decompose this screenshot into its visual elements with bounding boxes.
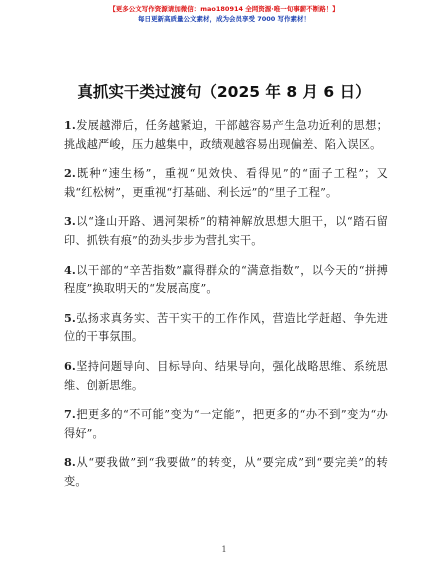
item-text: 坚持问题导向、目标导向、结果导向，强化战略思维、系统思维、创新思维。 — [64, 359, 388, 392]
item-number: 7. — [64, 407, 76, 422]
item-text: 弘扬求真务实、苦干实干的工作作风，营造比学赶超、争先进位的干事氛围。 — [64, 311, 388, 344]
page-number: 1 — [221, 545, 227, 554]
list-item — [64, 405, 388, 443]
item-text: 发展越滞后，任务越紧迫，干部越容易产生急功近利的思想；挑战越严峻，压力越集中，政绩观越容易出现偏差、陷入误区。 — [64, 119, 388, 151]
item-text: 把更多的“不可能”变为“一定能”，把更多的“办不到”变为“办得好”。 — [64, 408, 388, 440]
item-number: 1. — [64, 118, 76, 132]
document-title: 真抓实干类过渡句（2025 年 8 月 6 日） — [77, 83, 371, 101]
list-item — [64, 309, 388, 347]
list-item — [64, 261, 388, 299]
document-body — [64, 116, 388, 502]
item-number: 2. — [64, 166, 76, 181]
item-number: 6. — [64, 358, 76, 373]
item-text: 既种“速生杨”，重视“见效快、看得见”的“面子工程”；又栽“红松树”，更重视“打基础、利长远”的“里子工程”。 — [64, 167, 388, 199]
list-item — [64, 164, 388, 202]
item-number: 4. — [64, 262, 76, 277]
item-text: 以“逢山开路、遇河架桥”的精神解放思想大胆干，以“踏石留印、抓铁有痕”的劲头步步为营扎实干。 — [64, 215, 388, 247]
header-banner — [0, 4, 448, 24]
header-line-1: 【更多公文写作资源请加微信：mao180914 全网资源·唯一旬事薪不断路！】 — [109, 5, 339, 13]
list-item — [64, 357, 388, 395]
item-number: 5. — [64, 310, 76, 325]
item-number: 3. — [64, 214, 76, 229]
item-number: 8. — [64, 455, 76, 470]
list-item — [64, 212, 388, 250]
list-item — [64, 453, 388, 491]
item-text: 从“要我做”到“我要做”的转变，从“要完成”到“要完美”的转变。 — [64, 456, 388, 488]
list-item — [64, 116, 388, 154]
item-text: 以干部的“辛苦指数”赢得群众的“满意指数”，以今天的“拼搏程度”换取明天的“发展高度”。 — [64, 263, 388, 296]
header-line-2: 每日更新高质量公文素材，成为会员享受 7000 写作素材！ — [137, 15, 311, 23]
